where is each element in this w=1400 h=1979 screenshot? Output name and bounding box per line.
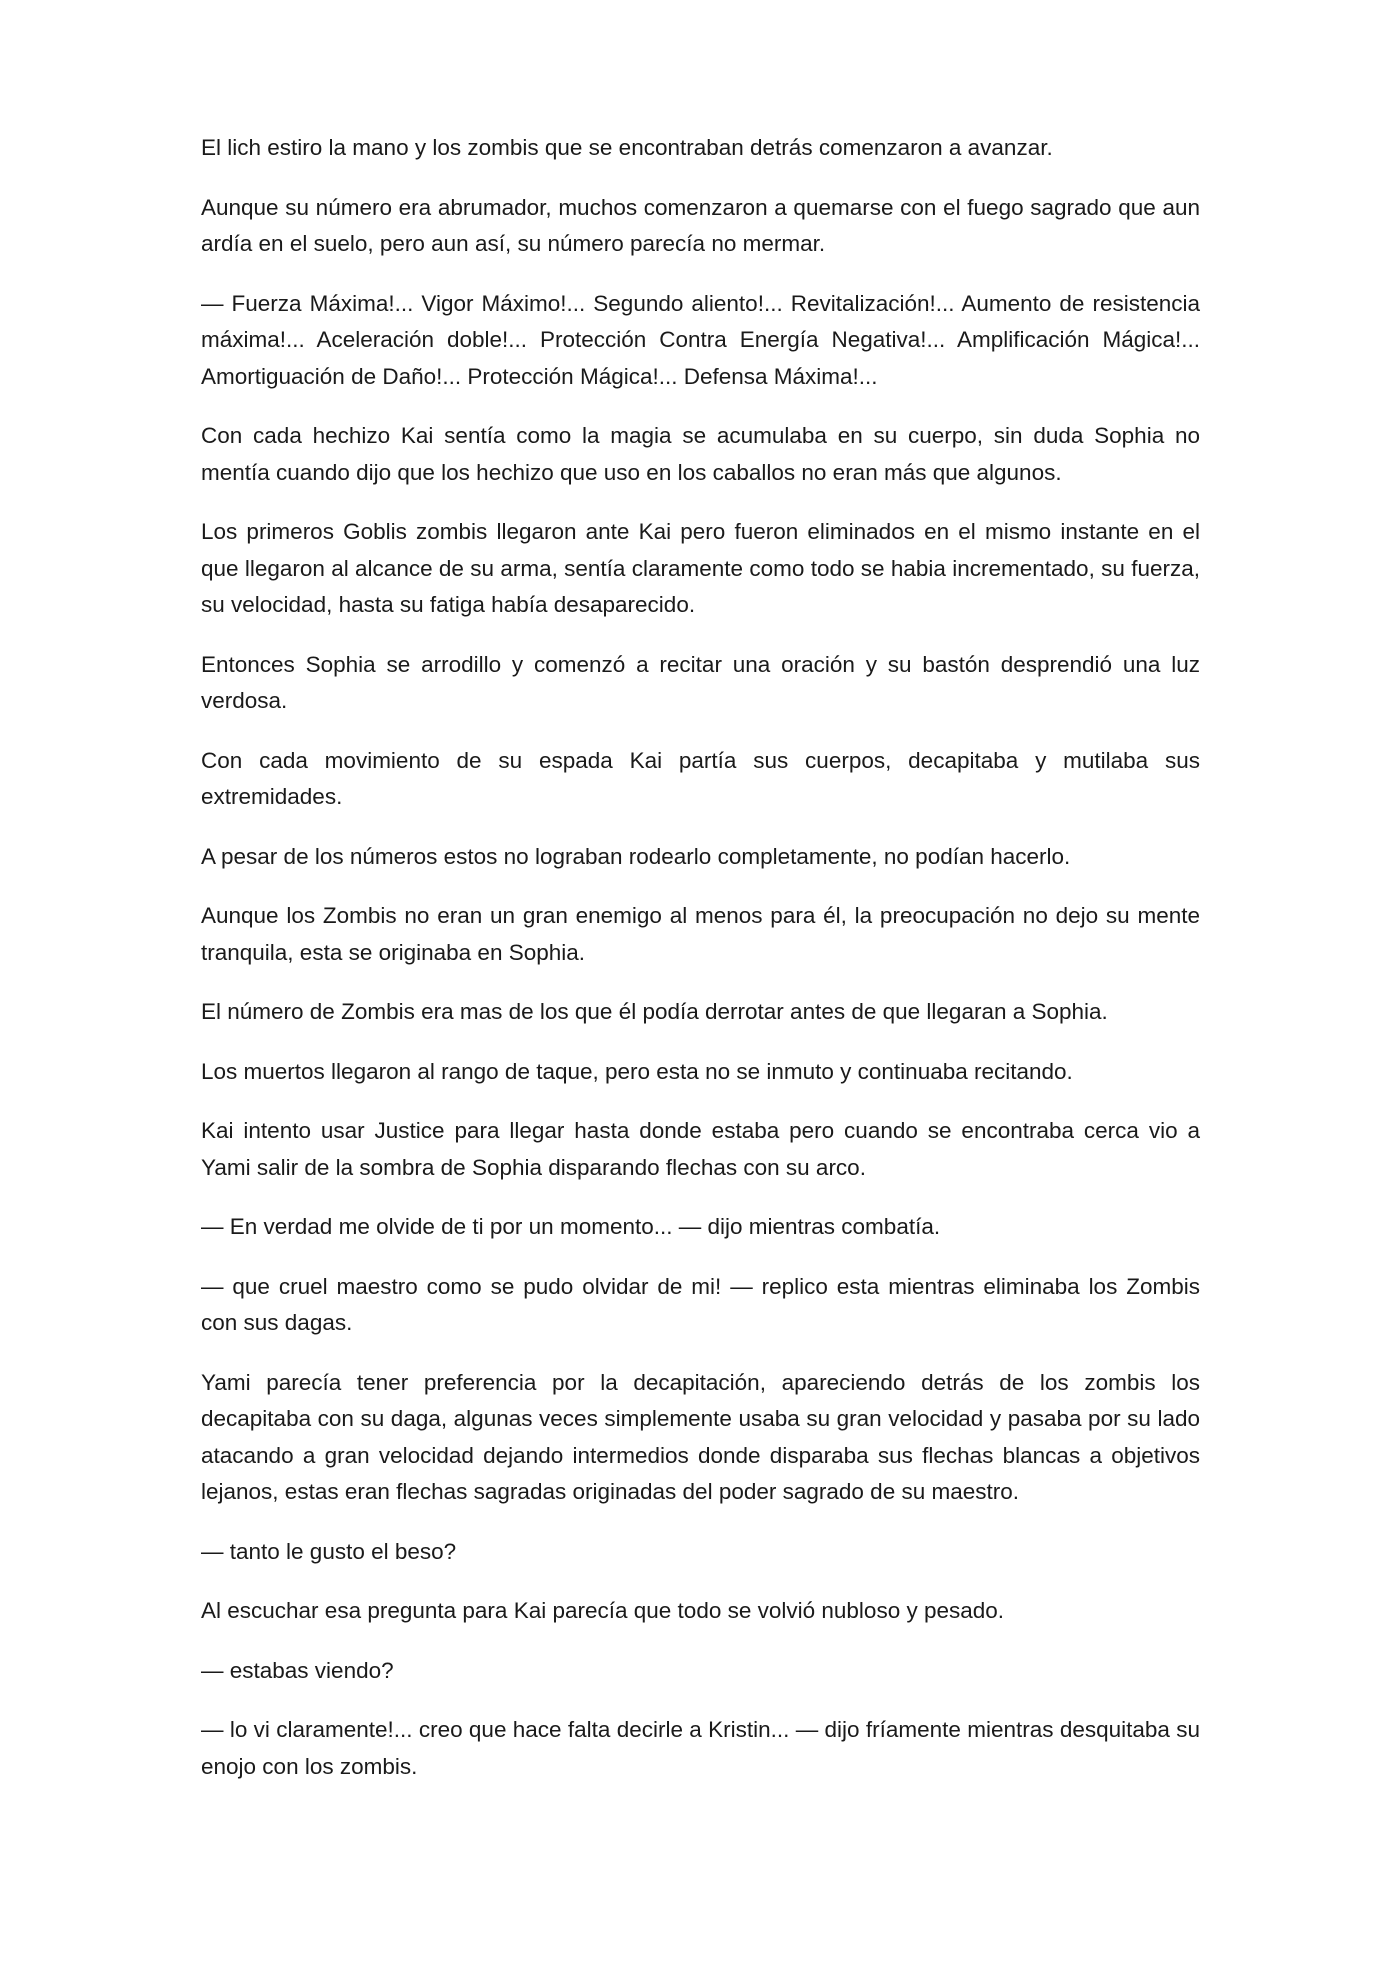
dialogue-line: — que cruel maestro como se pudo olvidar de mi! — replico esta mientras eliminaba los Zombis con sus dagas.	[201, 1273, 1200, 1335]
paragraph: Aunque su número era abrumador, muchos comenzaron a quemarse con el fuego sagrado que aun ardía en el suelo, pero aun así, su número parecía no mermar.	[201, 194, 1200, 256]
paragraph: El lich estiro la mano y los zombis que se encontraban detrás comenzaron a avanzar.	[201, 135, 1053, 160]
paragraph: Kai intento usar Justice para llegar hasta donde estaba pero cuando se encontraba cerca vio a Yami salir de la sombra de Sophia disparando flechas con su arco.	[201, 1118, 1200, 1180]
document-page	[201, 130, 1200, 1808]
paragraph: A pesar de los números estos no lograban rodearlo completamente, no podían hacerlo.	[201, 843, 1071, 869]
paragraph: Los primeros Goblis zombis llegaron ante Kai pero fueron eliminados en el mismo instante en el que llegaron al alcance de su arma, sentía claramente como todo se habia incrementado, su fuerza, su velocidad, hasta su fatiga había desaparecido.	[201, 519, 1200, 617]
paragraph: — Fuerza Máxima!... Vigor Máximo!... Segundo aliento!... Revitalización!... Aumento de resistencia máxima!... Aceleración doble!... Protección Contra Energía Negativa!... Amplificación Mágica!... Amortiguación de Daño!... Protección Mágica!... Defensa Máxima!...	[201, 290, 1200, 389]
paragraph: Los muertos llegaron al rango de taque, pero esta no se inmuto y continuaba recitando.	[201, 1058, 1073, 1084]
paragraph: Al escuchar esa pregunta para Kai parecía que todo se volvió nubloso y pesado.	[201, 1598, 1005, 1623]
paragraph: Aunque los Zombis no eran un gran enemigo al menos para él, la preocupación no dejo su mente tranquila, esta se originaba en Sophia.	[201, 903, 1200, 965]
paragraph: El número de Zombis era mas de los que él podía derrotar antes de que llegaran a Sophia.	[201, 999, 1108, 1024]
dialogue-line: — lo vi claramente!... creo que hace falta decirle a Kristin... — dijo fríamente mientras desquitaba su enojo con los zombis.	[201, 1717, 1200, 1779]
dialogue-line: — tanto le gusto el beso?	[201, 1538, 457, 1564]
dialogue-line: — En verdad me olvide de ti por un momento... — dijo mientras combatía.	[201, 1214, 941, 1239]
paragraph: Entonces Sophia se arrodillo y comenzó a recitar una oración y su bastón desprendió una luz verdosa.	[201, 651, 1200, 713]
dialogue-line: — estabas viendo?	[201, 1657, 394, 1683]
paragraph: Yami parecía tener preferencia por la decapitación, apareciendo detrás de los zombis los decapitaba con su daga, algunas veces simplemente usaba su gran velocidad y pasaba por su lado atacando a gran velocidad dejando intermedios donde disparaba sus flechas blancas a objetivos lejanos, estas eran flechas sagradas originadas del poder sagrado de su maestro.	[201, 1369, 1200, 1504]
paragraph: Con cada movimiento de su espada Kai partía sus cuerpos, decapitaba y mutilaba sus extremidades.	[201, 747, 1200, 809]
paragraph: Con cada hechizo Kai sentía como la magia se acumulaba en su cuerpo, sin duda Sophia no mentía cuando dijo que los hechizo que uso en los caballos no eran más que algunos.	[201, 423, 1200, 485]
